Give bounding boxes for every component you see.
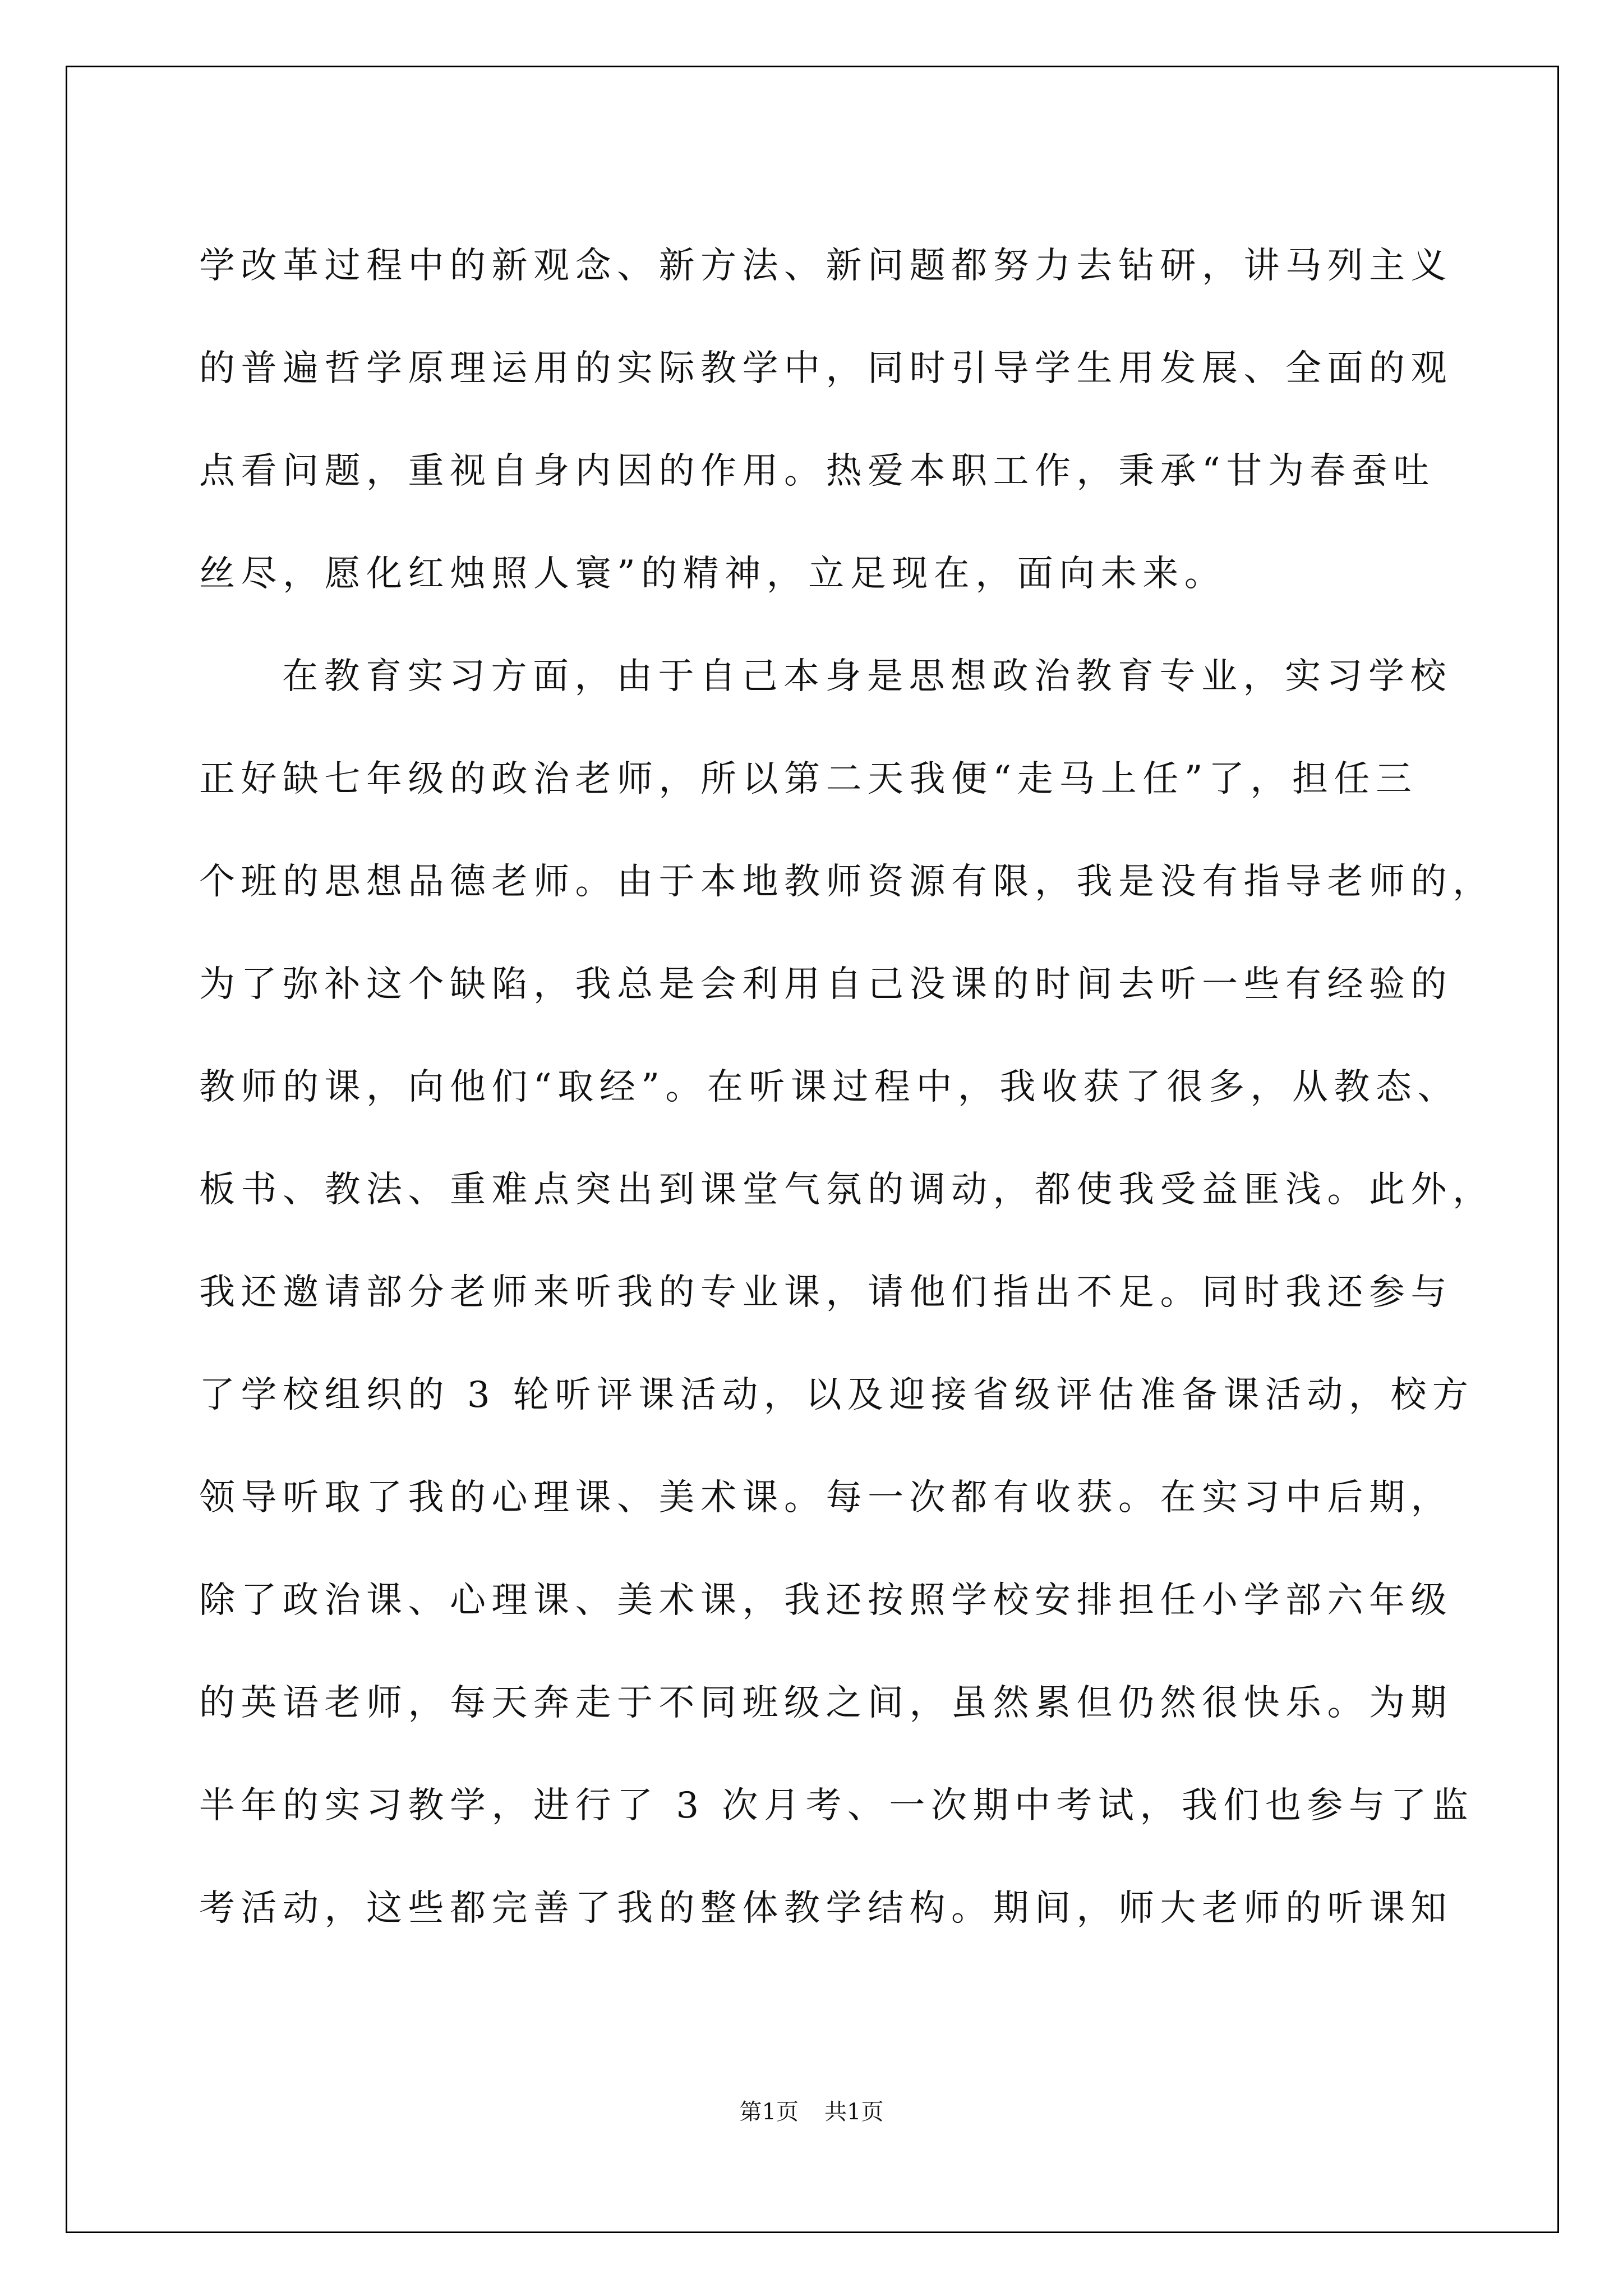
text-line: 半年的实习教学，进行了 3 次月考、一次期中考试，我们也参与了监 xyxy=(199,1785,1474,1826)
text-line: 除了政治课、心理课、美术课，我还按照学校安排担任小学部六年级 xyxy=(199,1580,1453,1621)
text-line: 教师的课，向他们“取经”。在听课过程中，我收获了很多，从教态、 xyxy=(199,1066,1459,1108)
text-line: 学改革过程中的新观念、新方法、新问题都努力去钻研，讲马列主义 xyxy=(199,245,1453,287)
text-line: 个班的思想品德老师。由于本地教师资源有限，我是没有指导老师的， xyxy=(199,861,1495,903)
text-line: 的普遍哲学原理运用的实际教学中，同时引导学生用发展、全面的观 xyxy=(199,348,1453,389)
page-total: 共1页 xyxy=(824,2099,884,2125)
text-line: 在教育实习方面，由于自己本身是思想政治教育专业，实习学校 xyxy=(282,656,1452,697)
text-line: 正好缺七年级的政治老师，所以第二天我便“走马上任”了，担任三 xyxy=(199,758,1418,800)
text-line: 点看问题，重视自身内因的作用。热爱本职工作，秉承“甘为春蚕吐 xyxy=(199,450,1435,492)
page-footer xyxy=(0,2094,1623,2126)
page-number: 第1页 xyxy=(739,2099,799,2125)
text-line: 板书、教法、重难点突出到课堂气氛的调动，都使我受益匪浅。此外， xyxy=(199,1169,1495,1211)
text-line: 我还邀请部分老师来听我的专业课，请他们指出不足。同时我还参与 xyxy=(199,1272,1453,1313)
text-line: 领导听取了我的心理课、美术课。每一次都有收获。在实习中后期， xyxy=(199,1477,1453,1519)
text-line: 的英语老师，每天奔走于不同班级之间，虽然累但仍然很快乐。为期 xyxy=(199,1682,1453,1724)
text-line: 了学校组织的 3 轮听评课活动，以及迎接省级评估准备课活动，校方 xyxy=(199,1374,1474,1416)
text-line: 为了弥补这个缺陷，我总是会利用自己没课的时间去听一些有经验的 xyxy=(199,964,1453,1005)
text-line: 考活动，这些都完善了我的整体教学结构。期间，师大老师的听课知 xyxy=(199,1888,1453,1929)
document-body xyxy=(199,215,1495,1960)
text-line: 丝尽，愿化红烛照人寰”的精神，立足现在，面向未来。 xyxy=(199,553,1227,595)
